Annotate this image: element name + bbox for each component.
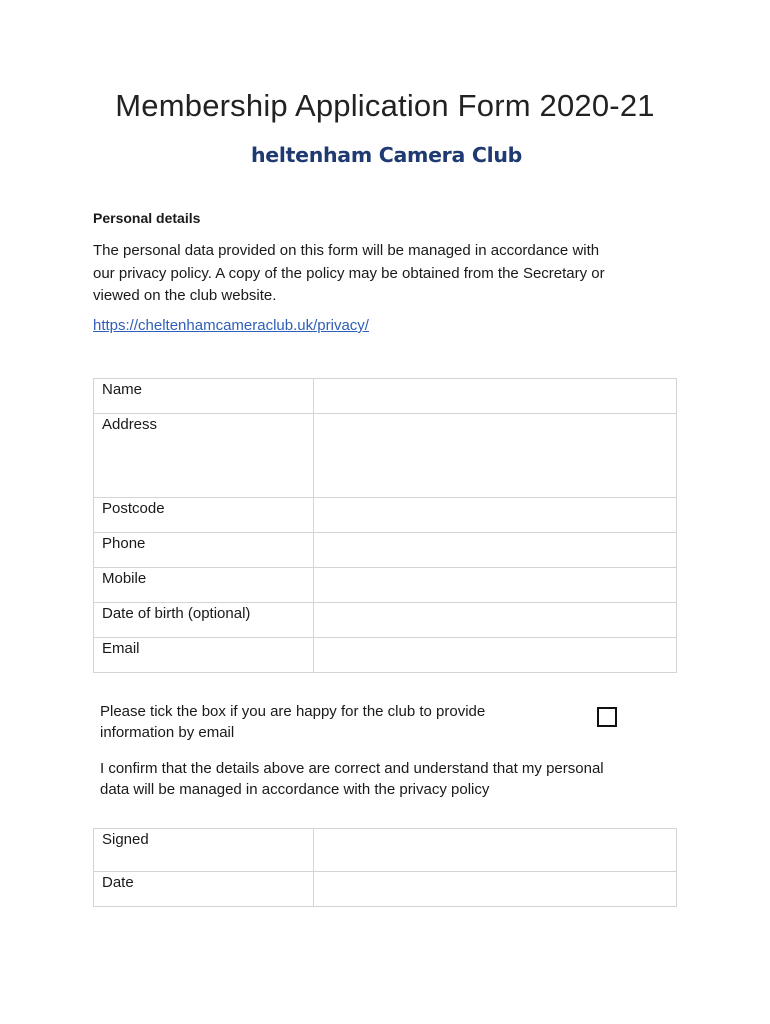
table-row: [94, 414, 677, 498]
table-row: [94, 379, 677, 414]
email-label: Email: [94, 638, 314, 673]
intro-line-2: our privacy policy. A copy of the policy may be obtained from the Secretary or: [93, 264, 605, 282]
confirmation-line-2: data will be managed in accordance with the privacy policy: [100, 781, 490, 798]
intro-line-3: viewed on the club website.: [93, 287, 277, 304]
mobile-field[interactable]: [313, 568, 676, 603]
mobile-label: Mobile: [94, 568, 314, 603]
date-label: Date: [94, 872, 314, 907]
section-heading: Personal details: [93, 210, 201, 226]
date-of-birth-label: Date of birth (optional): [94, 603, 314, 638]
privacy-policy-link[interactable]: https://cheltenhamcameraclub.uk/privacy/: [93, 317, 369, 334]
confirmation-text: [100, 758, 680, 800]
confirmation-line-1: I confirm that the details above are correct and understand that my personal: [100, 760, 604, 777]
date-field[interactable]: [313, 872, 676, 907]
date-of-birth-field[interactable]: [313, 603, 676, 638]
signed-label: Signed: [94, 829, 314, 872]
postcode-field[interactable]: [313, 498, 676, 533]
table-row: [94, 568, 677, 603]
email-field[interactable]: [313, 638, 676, 673]
signature-field[interactable]: [313, 829, 676, 872]
personal-details-table: [93, 378, 677, 673]
email-consent-checkbox[interactable]: [597, 707, 617, 727]
page-title: Membership Application Form 2020-21: [115, 88, 655, 123]
logo-text: heltenham Camera Club: [250, 143, 522, 167]
phone-field[interactable]: [313, 533, 676, 568]
privacy-intro-text: [93, 240, 693, 308]
signature-table: [93, 828, 677, 907]
postcode-label: Postcode: [94, 498, 314, 533]
table-row: [94, 498, 677, 533]
intro-line-1: The personal data provided on this form will be managed in accordance with: [93, 242, 600, 259]
name-label: Name: [94, 379, 314, 414]
table-row: [94, 533, 677, 568]
table-row: [94, 638, 677, 673]
table-row: [94, 872, 677, 907]
name-field[interactable]: [313, 379, 676, 414]
table-row: [94, 603, 677, 638]
table-row: [94, 829, 677, 872]
consent-line-1: Please tick the box if you are happy for the club to provide: [100, 703, 486, 720]
phone-label: Phone: [94, 533, 314, 568]
address-field[interactable]: [313, 414, 676, 498]
address-label: Address: [94, 414, 314, 498]
club-logo: [252, 130, 522, 180]
email-consent-text: [100, 701, 550, 743]
consent-line-2: information by email: [100, 724, 235, 741]
